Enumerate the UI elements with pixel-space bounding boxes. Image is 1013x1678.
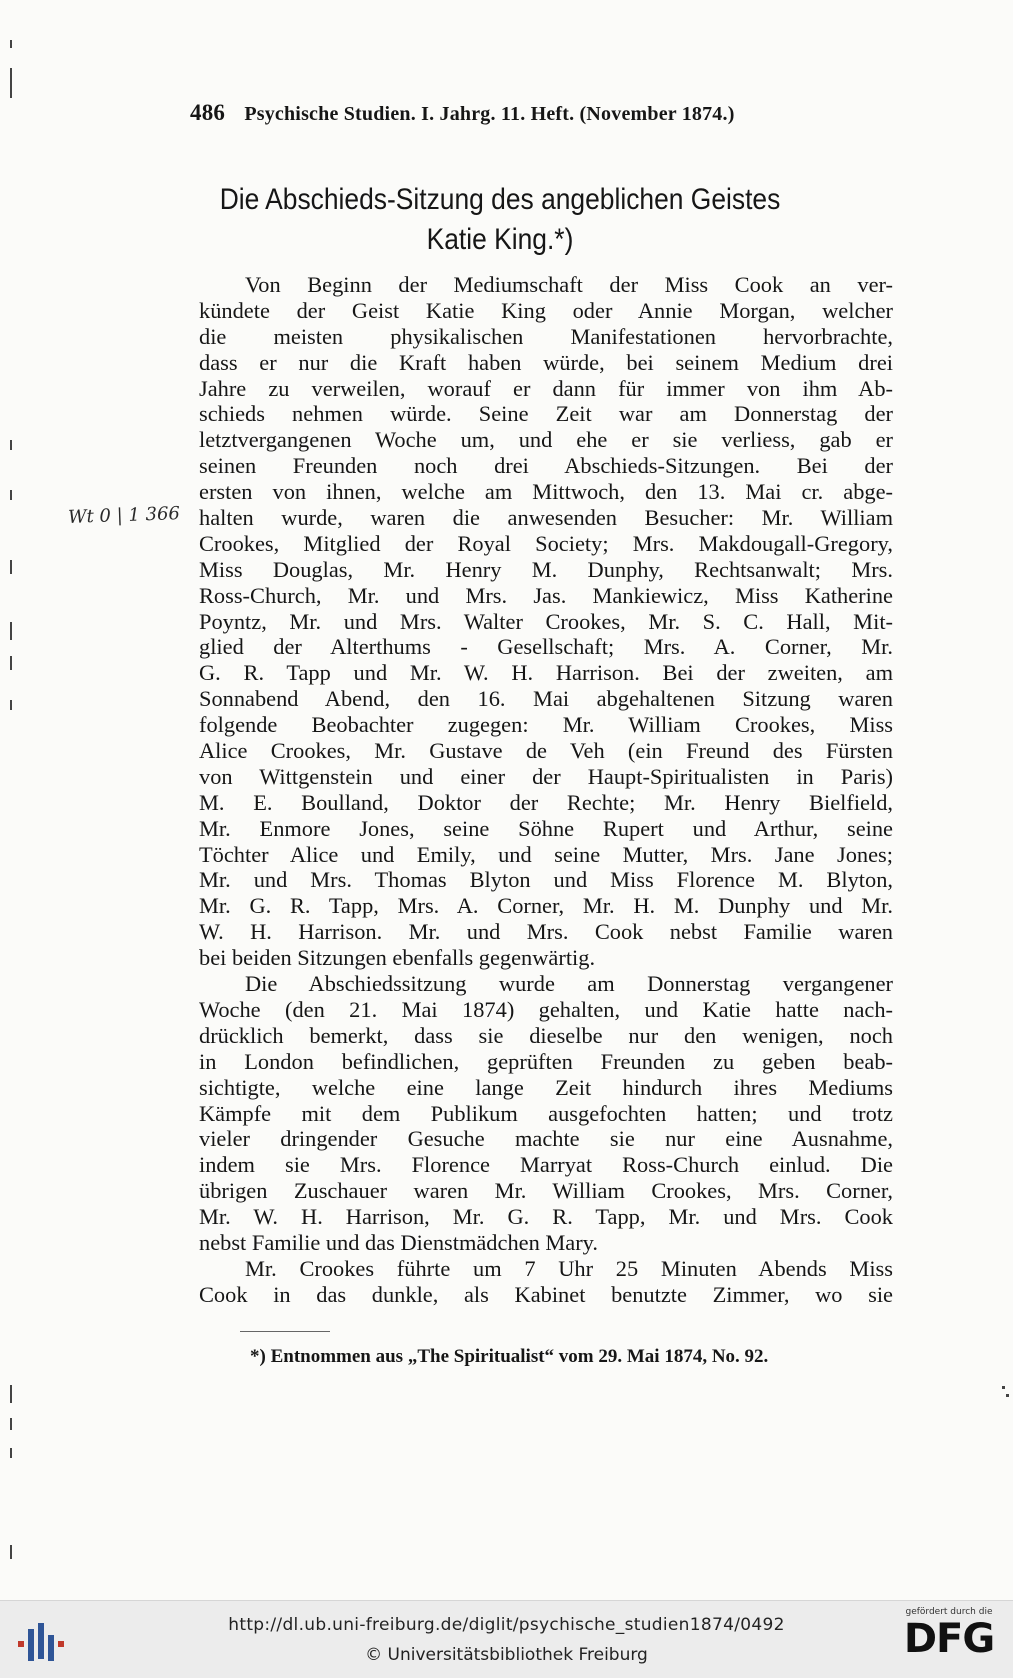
body-line: Mr. und Mrs. Thomas Blyton und Miss Florence M. Blyton, (199, 867, 893, 893)
body-line: sichtigte, welche eine lange Zeit hindurch ihres Mediums (199, 1074, 893, 1100)
body-line: Mr. Crookes führte um 7 Uhr 25 Minuten Abends Miss (245, 1255, 893, 1281)
body-line: Ross-Church, Mr. und Mrs. Jas. Mankiewicz, Miss Katherine (199, 582, 893, 608)
body-line: W. H. Harrison. Mr. und Mrs. Cook nebst Familie waren (199, 919, 893, 945)
body-line: bei beiden Sitzungen ebenfalls gegenwärtig. (199, 945, 596, 971)
body-line: von Wittgenstein und einer der Haupt-Spiritualisten in Paris) (199, 763, 893, 789)
dfg-funded-by-text: gefördert durch die (905, 1607, 993, 1617)
body-line: indem sie Mrs. Florence Marryat Ross-Church einlud. Die (199, 1152, 893, 1178)
title-line-2: Katie King.*) (426, 223, 574, 256)
body-line: letztvergangenen Woche um, und ehe er sie verliess, gab er (199, 427, 893, 453)
body-line: kündete der Geist Katie King oder Annie Morgan, welcher (199, 297, 893, 323)
page-number: 486 (190, 100, 226, 125)
running-head-text: Psychische Studien. I. Jahrg. 11. Heft. (November 1874.) (244, 103, 735, 125)
dfg-logo-text: DFG (903, 1616, 995, 1662)
body-line: G. R. Tapp und Mr. W. H. Harrison. Bei der zweiten, am (199, 660, 893, 686)
body-line: Sonnabend Abend, den 16. Mai abgehaltenen Sitzung waren (199, 686, 893, 712)
article-title (192, 180, 808, 260)
body-line: ersten von ihnen, welche am Mittwoch, den 13. Mai cr. abge- (199, 479, 893, 505)
body-line: die meisten physikalischen Manifestationen hervorbrachte, (199, 323, 893, 349)
body-line: Die Abschiedssitzung wurde am Donnerstag vergangener (245, 971, 893, 997)
body-line: glied der Alterthums - Gesellschaft; Mrs. A. Corner, Mr. (199, 634, 893, 660)
body-line: Miss Douglas, Mr. Henry M. Dunphy, Rechtsanwalt; Mrs. (199, 556, 893, 582)
body-line: schieds nehmen würde. Seine Zeit war am Donnerstag der (199, 401, 893, 427)
body-line: Jahre zu verweilen, worauf er dann für immer von ihm Ab- (199, 375, 893, 401)
body-line: dass er nur die Kraft haben würde, bei seinem Medium drei (199, 349, 893, 375)
body-line: halten wurde, waren die anwesenden Besucher: Mr. William (199, 505, 893, 531)
body-line: Von Beginn der Mediumschaft der Miss Cook an ver- (245, 272, 893, 297)
viewer-footer (0, 1600, 1013, 1678)
copyright-notice: © Universitätsbibliothek Freiburg (365, 1645, 648, 1665)
body-line: seinen Freunden noch drei Abschieds-Sitzungen. Bei der (199, 453, 893, 479)
body-line: Mr. W. H. Harrison, Mr. G. R. Tapp, Mr. und Mrs. Cook (199, 1204, 893, 1230)
body-line: Mr. Enmore Jones, seine Söhne Rupert und Arthur, seine (199, 815, 893, 841)
dfg-logo (893, 1607, 1005, 1661)
body-line: in London befindlichen, geprüften Freunden zu geben beab- (199, 1048, 893, 1074)
footnote-rule (240, 1331, 330, 1332)
body-line: Töchter Alice und Emily, und seine Mutter, Mrs. Jane Jones; (199, 841, 893, 867)
body-line: drücklich bemerkt, dass sie dieselbe nur den wenigen, noch (199, 1022, 893, 1048)
source-url-link[interactable]: http://dl.ub.uni-freiburg.de/diglit/psychische_studien1874/0492 (228, 1615, 785, 1635)
body-line: Mr. G. R. Tapp, Mrs. A. Corner, Mr. H. M. Dunphy und Mr. (199, 893, 893, 919)
body-line: Cook in das dunkle, als Kabinet benutzte Zimmer, wo sie (199, 1281, 893, 1307)
body-line: Kämpfe mit dem Publikum ausgefochten hatten; und trotz (199, 1100, 893, 1126)
body-line: übrigen Zuschauer waren Mr. William Crookes, Mrs. Corner, (199, 1178, 893, 1204)
body-line: folgende Beobachter zugegen: Mr. William Crookes, Miss (199, 712, 893, 738)
footnote: *) Entnommen aus „The Spiritualist“ vom 29. Mai 1874, No. 92. (250, 1346, 769, 1367)
running-head (190, 100, 830, 126)
body-line: M. E. Boulland, Doktor der Rechte; Mr. Henry Bielfield, (199, 789, 893, 815)
body-line: nebst Familie und das Dienstmädchen Mary. (199, 1229, 599, 1255)
body-text (199, 272, 893, 1308)
body-line: Crookes, Mitglied der Royal Society; Mrs. Makdougall-Gregory, (199, 530, 893, 556)
body-line: vieler dringender Gesuche machte sie nur eine Ausnahme, (199, 1126, 893, 1152)
title-line-1: Die Abschieds-Sitzung des angeblichen Geistes (219, 183, 781, 216)
body-line: Alice Crookes, Mr. Gustave de Veh (ein Freund des Fürsten (199, 738, 893, 764)
handwritten-margin-note: Wt 0 | 1 366 (67, 503, 181, 528)
body-line: Woche (den 21. Mai 1874) gehalten, und Katie hatte nach- (199, 996, 893, 1022)
body-line: Poyntz, Mr. und Mrs. Walter Crookes, Mr. S. C. Hall, Mit- (199, 608, 893, 634)
